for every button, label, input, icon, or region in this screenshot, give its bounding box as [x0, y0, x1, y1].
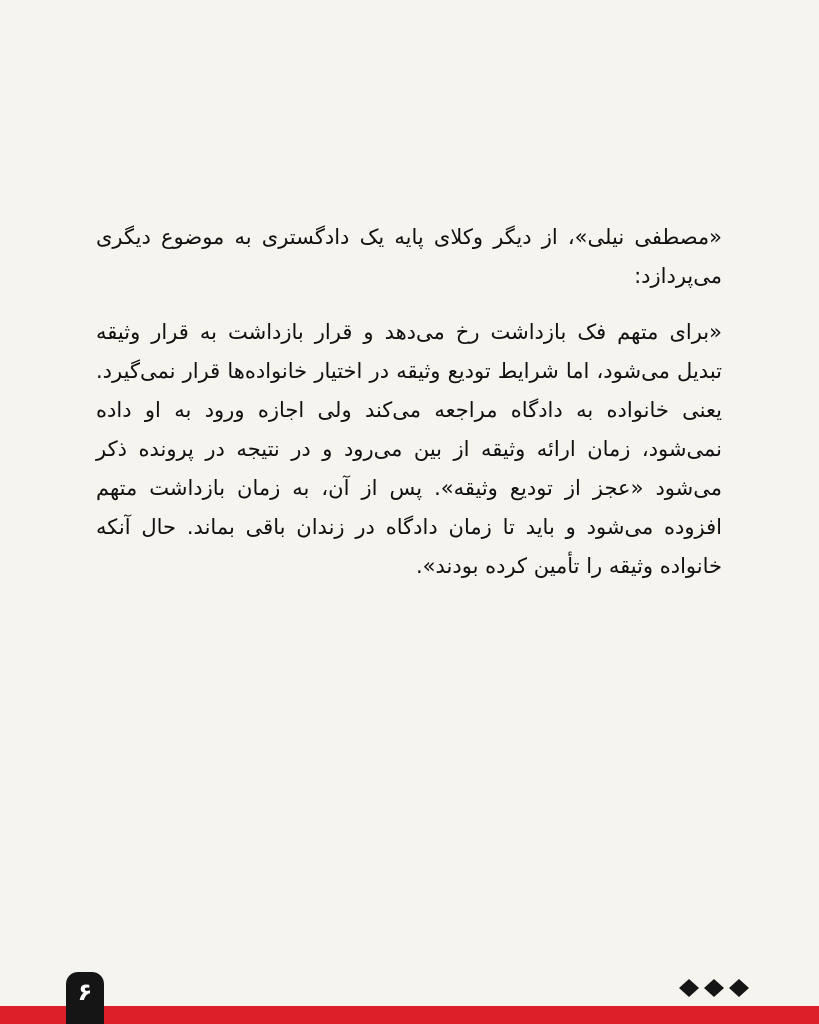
- footer-accent-bar: [0, 1006, 819, 1024]
- paragraph-intro: «مصطفی نیلی»، از دیگر وکلای پایه یک دادگستری به موضوع دیگری می‌پردازد:: [96, 225, 722, 288]
- page-number-tab: [66, 972, 104, 1024]
- three-dots-icon: [676, 976, 754, 1000]
- page-number: ۶: [77, 978, 93, 1006]
- paragraph-quote: «برای متهم فک بازداشت رخ می‌دهد و قرار بازداشت به قرار وثیقه تبدیل می‌شود، اما شرایط تودیع وثیقه در اختیار خانواده‌ها قرار نمی‌گیرد. یعنی خانواده به دادگاه مراجعه می‌کند ولی اجازه ورود به او داده نمی‌شود، زمان ارائه وثیقه از بین می‌رود و در نتیجه در پرونده ذکر می‌شود «عجز از تودیع وثیقه». پس از آن، به زمان بازداشت متهم افزوده می‌شود و باید تا زمان دادگاه در زندان باقی بماند. حال آنکه خانواده وثیقه را تأمین کرده بودند».: [96, 320, 722, 578]
- article-body: [96, 218, 722, 586]
